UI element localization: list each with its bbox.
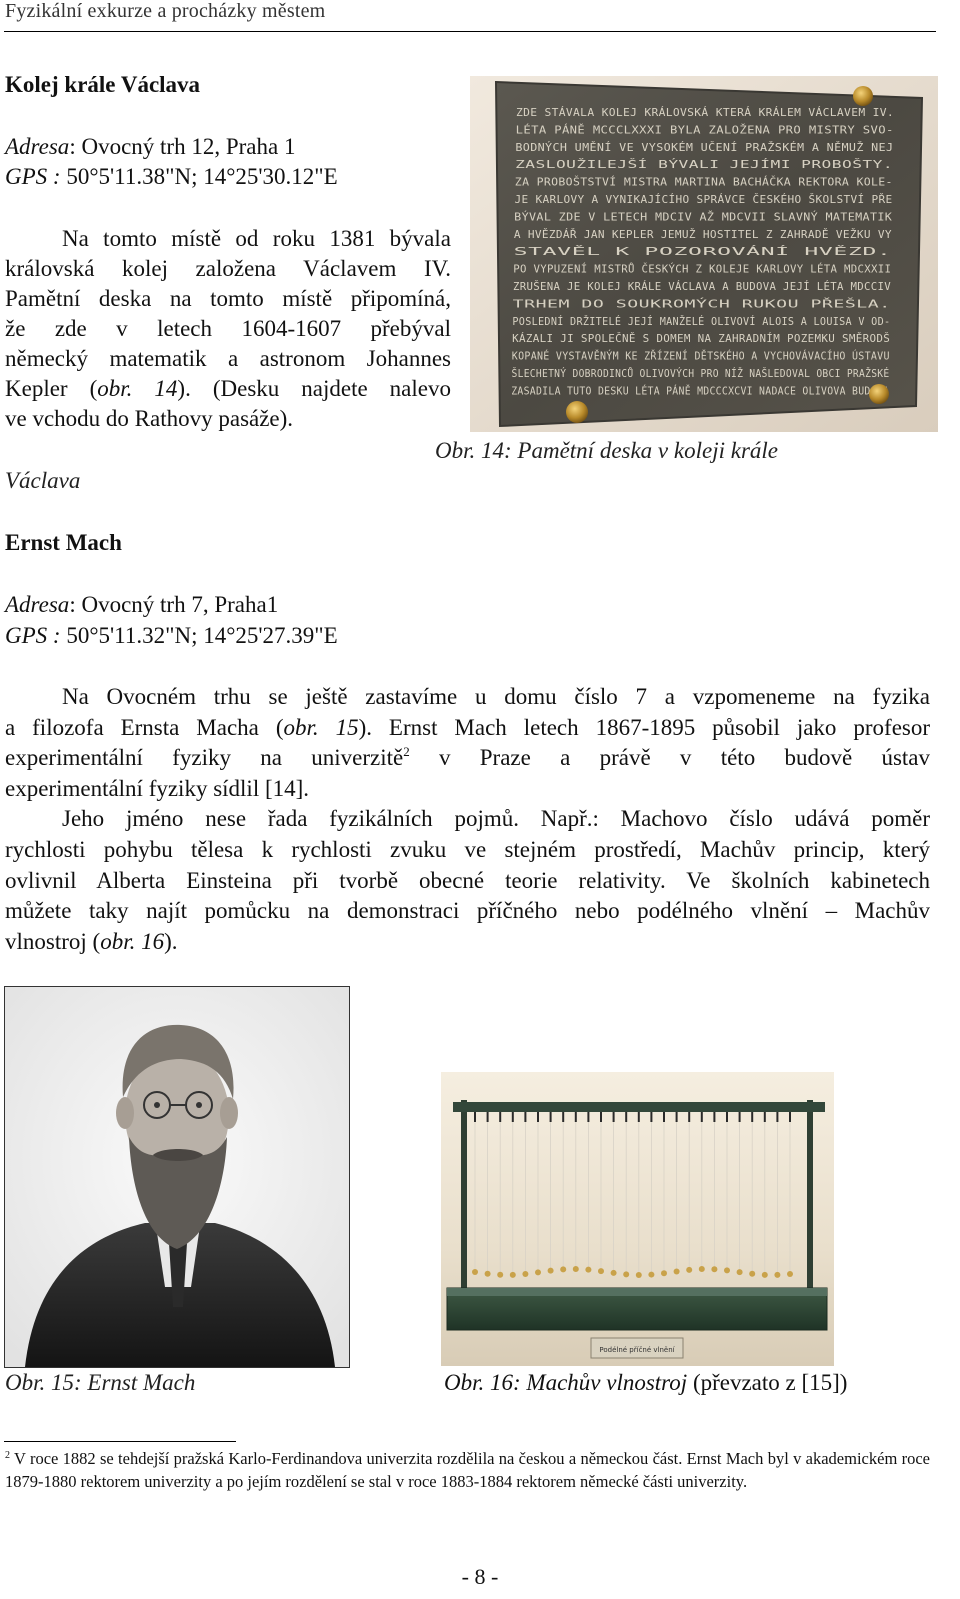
wave-machine-photo	[441, 1072, 834, 1366]
gps-label: GPS :	[5, 164, 61, 189]
kolej-p-line: že zde v letech 1604-1607 přebýval	[5, 316, 451, 341]
portrait-illustration	[5, 987, 349, 1367]
footnote-rule	[4, 1441, 236, 1442]
wave-ball	[674, 1268, 680, 1274]
kolej-p-line	[5, 374, 451, 404]
plaque-line: POSLEDNÍ DRŽITELÉ JEJÍ MANŽELÉ OLIVOVÍ ALOIS A LOUISA V OD-	[512, 316, 892, 328]
text-fragment: experimentální fyziky na univerzitě	[5, 745, 404, 771]
wave-ball	[749, 1271, 755, 1277]
string-hook	[587, 1112, 589, 1122]
kolej-p-line: německý matematik a astronom Johannes	[5, 346, 451, 371]
text-fragment: ). Ernst Mach letech 1867-1895 působil jako profesor	[358, 714, 931, 740]
text-fragment: Kepler (	[5, 376, 98, 401]
wave-ball	[598, 1268, 604, 1274]
wave-ball	[711, 1266, 717, 1272]
wave-ball	[661, 1270, 667, 1276]
figure-ref-16: obr. 16	[100, 928, 165, 954]
mach-p-line	[5, 713, 930, 744]
string-hook	[701, 1112, 703, 1122]
plaque-line: STAVĚL K POZOROVÁNÍ HVĚZD.	[513, 247, 681, 259]
figure-caption-15: Obr. 15: Ernst Mach	[5, 1370, 196, 1395]
string-hook	[751, 1112, 753, 1122]
gps-value: 50°5'11.32"N; 14°25'27.39"E	[60, 623, 338, 648]
kolej-p-line: královská kolej založena Václavem IV.	[5, 256, 451, 281]
string-hook	[562, 1112, 564, 1122]
text-fragment: ).	[164, 928, 178, 954]
plaque-line: TRHEM DO SOUKROMÝCH RUKOU PŘEŠLA.	[512, 299, 726, 311]
text-fragment: a filozofa Ernsta Macha (	[5, 714, 284, 740]
caption-16-title: Obr. 16: Machův vlnostroj	[444, 1370, 688, 1395]
wave-ball	[510, 1272, 516, 1278]
mach-p-line	[5, 927, 930, 958]
gps-line-1	[5, 162, 338, 192]
kolej-paragraph	[5, 224, 451, 434]
page-number: - 8 -	[461, 1564, 499, 1589]
plaque-inscription	[511, 106, 911, 398]
gps-label: GPS :	[5, 623, 61, 648]
kolej-p-line: ve vchodu do Rathovy pasáže).	[5, 406, 294, 431]
string-hook	[638, 1112, 640, 1122]
footnote-mark: 2	[5, 1450, 10, 1461]
wave-ball	[648, 1272, 654, 1278]
footnote-text: V roce 1882 se tehdejší pražská Karlo-Ferdinandova univerzita rozdělila na českou a německou část. Ernst Mach byl v akademickém roce 1879-1880 rektorem univerzity a po jejím rozdělení se stal v roce 1883-1884 rektorem německé části univerzity.	[5, 1449, 930, 1491]
string-hook	[613, 1112, 615, 1122]
plaque-photo	[470, 76, 938, 432]
plaque-line: LÉTA PÁNĚ MCCCLXXXI BYLA ZALOŽENA PRO MISTRY SVO-	[515, 125, 831, 137]
wave-ball	[573, 1266, 579, 1272]
text-fragment: vlnostroj (	[5, 928, 101, 954]
string-hook	[663, 1112, 665, 1122]
string-hook	[713, 1112, 715, 1122]
plaque-line: PO VYPUZENÍ MISTRŮ ČESKÝCH Z KOLEJE KARLOVY LÉTA MDCXXII	[513, 264, 874, 276]
wave-ball	[623, 1271, 629, 1277]
figure-caption-14-cont: Václava	[5, 468, 81, 493]
address-line-1	[5, 132, 295, 162]
mach-p-line: ovlivnil Alberta Einsteina při tvorbě obecné teorie relativity. Ve školních kabinetech	[5, 867, 930, 893]
string-hook	[625, 1112, 627, 1122]
plaque-line: KOPANÉ VYSTAVĚNÝM KE ZŘÍZENÍ DĚTSKÉHO A VYCHOVÁVACÍHO ÚSTAVU	[511, 351, 898, 363]
string-hook	[688, 1112, 690, 1122]
mach-paragraph	[5, 682, 930, 957]
string-hook	[575, 1112, 577, 1122]
string-hook	[789, 1112, 791, 1122]
plaque-line: A HVĚZDÁŘ JAN KEPLER JEMUŽ HOSTITEL Z ZAHRADĚ VEŽKU VY	[513, 229, 862, 241]
string-hook	[537, 1112, 539, 1122]
wave-ball	[636, 1272, 642, 1278]
string-hook	[550, 1112, 552, 1122]
plaque-line: ZASLOUŽILEJŠÍ BÝVALI JEJÍMI PROBOŠTY.	[515, 160, 754, 172]
wave-ball	[485, 1271, 491, 1277]
address-value: : Ovocný trh 12, Praha 1	[69, 134, 296, 159]
wave-ball	[548, 1268, 554, 1274]
wave-ball	[699, 1266, 705, 1272]
mach-p-line: Na Ovocném trhu se ještě zastavíme u domu číslo 7 a vzpomeneme na fyzika	[62, 684, 930, 709]
string-hook	[764, 1112, 766, 1122]
string-hook	[726, 1112, 728, 1122]
text-fragment: v Praze a právě v této budově ústav	[409, 745, 931, 771]
address-label: Adresa	[5, 134, 70, 159]
string-hook	[512, 1112, 514, 1122]
brass-rosette	[566, 401, 588, 423]
address-label: Adresa	[5, 592, 70, 617]
footnote-marker: 2	[403, 744, 410, 760]
wave-ball	[737, 1269, 743, 1275]
plaque-line: ZA PROBOŠTSTVÍ MISTRA MARTINA BACHÁČKA REKTORA KOLE-	[514, 177, 850, 189]
wave-ball	[560, 1266, 566, 1272]
gps-value: 50°5'11.38"N; 14°25'30.12"E	[60, 164, 338, 189]
text-fragment: ). (Desku najdete nalevo	[177, 376, 451, 401]
wave-ball	[724, 1267, 730, 1273]
wave-ball	[535, 1269, 541, 1275]
wave-ball	[686, 1267, 692, 1273]
address-value: : Ovocný trh 7, Praha1	[69, 592, 279, 617]
wave-ball	[522, 1271, 528, 1277]
brass-rosette	[869, 384, 889, 404]
wave-ball	[585, 1267, 591, 1273]
running-header: Fyzikální exkurze a procházky městem	[5, 0, 326, 22]
mach-p-line: Jeho jméno nese řada fyzikálních pojmů. Např.: Machovo číslo udává poměr	[62, 806, 930, 832]
caption-16-source: (převzato z [15])	[687, 1370, 848, 1395]
wave-ball	[774, 1272, 780, 1278]
figure-caption-16	[444, 1370, 847, 1396]
wave-ball	[497, 1272, 503, 1278]
header-rule	[4, 31, 936, 32]
string-hook	[676, 1112, 678, 1122]
wave-machine-illustration	[441, 1072, 834, 1366]
wave-ball	[611, 1270, 617, 1276]
device-label: Podélné příčné vlnění	[599, 1346, 675, 1354]
string-hook	[739, 1112, 741, 1122]
svg-text:ZDE STÁVALA KOLEJ KRÁLOVSKÁ KT	[511, 106, 911, 398]
figure-caption-14: Obr. 14: Pamětní deska v koleji krále	[435, 438, 778, 463]
section-heading-kolej: Kolej krále Václava	[5, 72, 201, 97]
kolej-p-line: Na tomto místě od roku 1381 bývala	[62, 226, 451, 251]
plaque-line: ZRUŠENA JE KOLEJ KRÁLE VÁCLAVA A BUDOVA JEJÍ LÉTA MDCCIV	[513, 282, 874, 293]
string-hook	[600, 1112, 602, 1122]
plaque-line: KÁZALI JI SPOLEČNĚ S DOMEM NA ZAHRADNÍM POZEMKU SMĚRODŠ	[512, 334, 866, 346]
section-heading-mach: Ernst Mach	[5, 530, 122, 555]
wave-ball	[472, 1269, 478, 1275]
wave-ball	[762, 1272, 768, 1278]
string-hook	[474, 1112, 476, 1122]
mach-p-line: experimentální fyziky sídlil [14].	[5, 775, 310, 801]
string-hook	[776, 1112, 778, 1122]
mach-p-line: rychlosti pohybu tělesa k rychlosti zvuku ve stejném prostředí, Machův princip, který	[5, 836, 930, 862]
string-hook	[650, 1112, 652, 1122]
plaque-illustration	[470, 76, 938, 432]
string-hook	[524, 1112, 526, 1122]
plaque-line: JE KARLOVY A VYNIKAJÍCÍHO SPRÁVCE ČESKÉHO ŠKOLSTVÍ PŘE	[514, 195, 862, 206]
wave-ball	[787, 1271, 793, 1277]
plaque-line: ZASADILA TUTO DESKU LÉTA PÁNĚ MDCCCXCVI NADACE OLIVOVA BUDOVA	[511, 386, 904, 398]
ernst-mach-portrait	[4, 986, 350, 1368]
plaque-line: BÝVAL ZDE V LETECH MDCIV AŽ MDCVII SLAVNÝ MATEMATIK	[514, 212, 843, 224]
plaque-line: ZDE STÁVALA KOLEJ KRÁLOVSKÁ KTERÁ KRÁLEM VÁCLAVEM IV.	[516, 108, 857, 119]
address-line-2	[5, 590, 278, 620]
plaque-line: ŠLECHETNÝ DOBRODINCŮ OLIVOVÝCH PRO NÍŽ NAŠLEDOVAL OBCI PRAŽSKÉ	[511, 368, 911, 380]
gps-line-2	[5, 621, 338, 651]
figure-ref-15: obr. 15	[283, 714, 359, 740]
mach-p-line	[5, 743, 930, 774]
brass-rosette	[853, 86, 873, 106]
string-hook	[487, 1112, 489, 1122]
kolej-p-line: Pamětní deska na tomto místě připomíná,	[5, 286, 451, 311]
plaque-line: BODNÝCH UMĚNÍ VE VYSOKÉM UČENÍ PRAŽSKÉM A NĚMUŽ NEJ	[515, 142, 844, 154]
figure-ref-14: obr. 14	[97, 376, 178, 401]
string-hook	[499, 1112, 501, 1122]
footnote	[5, 1444, 930, 1493]
mach-p-line: můžete taky najít pomůcku na demonstraci příčného nebo podélného vlnění – Machův	[5, 898, 930, 924]
